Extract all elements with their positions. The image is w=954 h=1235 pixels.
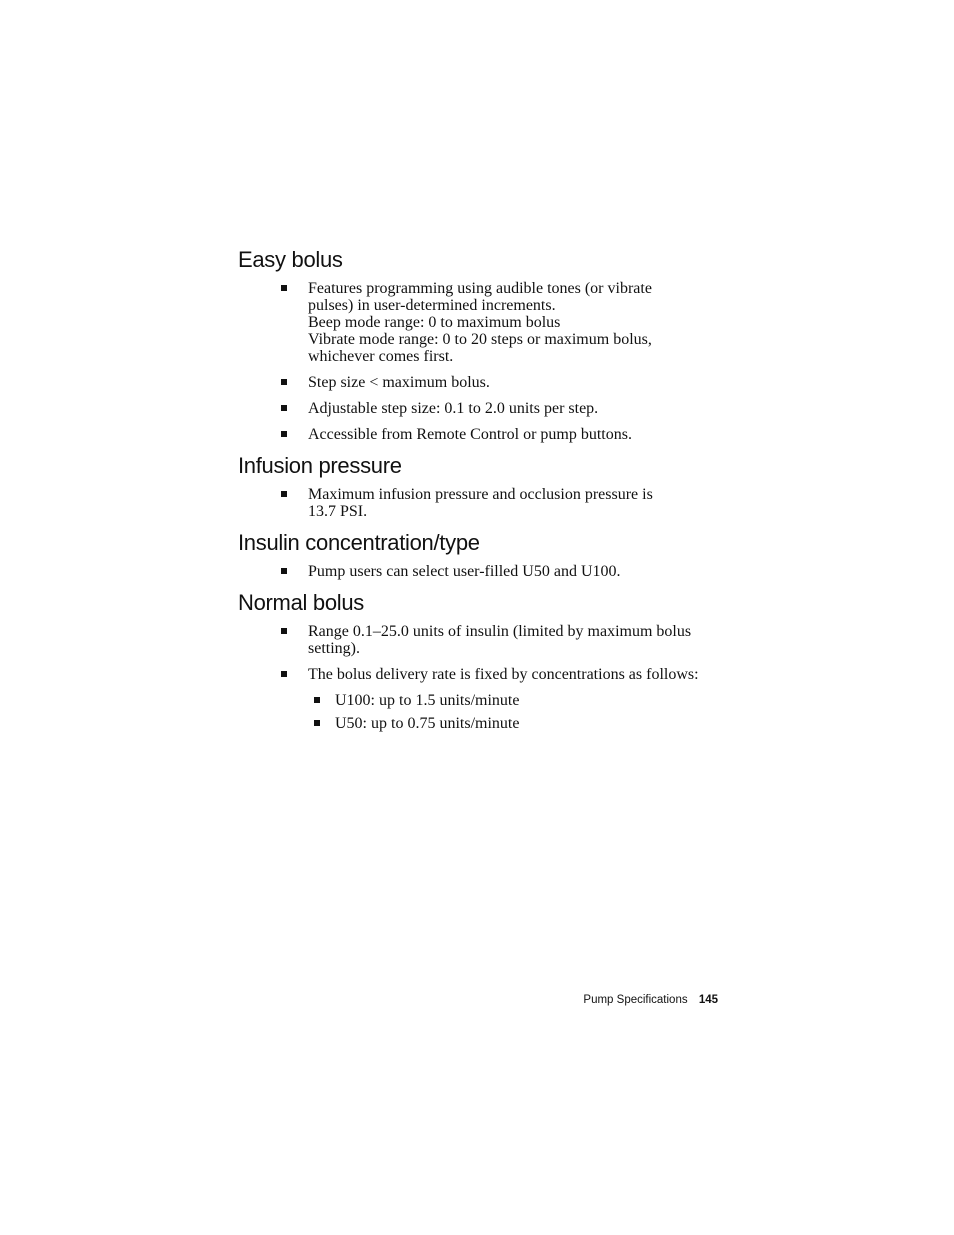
item-text: Maximum infusion pressure and occlusion pressure is	[308, 486, 653, 503]
item-text: The bolus delivery rate is fixed by concentrations as follows:	[308, 666, 699, 683]
page-number: 145	[698, 994, 718, 1006]
item-text: 13.7 PSI.	[308, 503, 368, 520]
section-normal-bolus	[238, 589, 738, 732]
bullet-list	[238, 563, 738, 580]
list-item	[238, 486, 738, 520]
square-bullet-icon	[281, 491, 287, 497]
section-heading: Insulin concentration/type	[238, 530, 480, 555]
square-bullet-icon	[281, 431, 287, 437]
bullet-list	[238, 486, 738, 520]
sub-list-item	[238, 692, 738, 709]
page-content	[238, 246, 738, 741]
item-text: Range 0.1–25.0 units of insulin (limited by maximum bolus	[308, 623, 692, 640]
square-bullet-icon	[281, 628, 287, 634]
page-footer	[583, 994, 718, 1006]
item-text: Vibrate mode range: 0 to 20 steps or maximum bolus,	[308, 331, 652, 348]
item-text: setting).	[308, 640, 360, 657]
sub-list-item	[238, 715, 738, 732]
square-bullet-icon	[314, 720, 320, 726]
bullet-list	[238, 280, 738, 443]
square-bullet-icon	[281, 285, 287, 291]
list-item	[238, 426, 738, 443]
sub-item-text: U100: up to 1.5 units/minute	[335, 692, 520, 709]
item-text: Pump users can select user-filled U50 and U100.	[308, 563, 621, 580]
item-text: Features programming using audible tones (or vibrate	[308, 280, 652, 297]
list-item	[238, 400, 738, 417]
section-heading: Infusion pressure	[238, 453, 402, 478]
item-text: Accessible from Remote Control or pump buttons.	[308, 426, 632, 443]
item-text: whichever comes first.	[308, 348, 454, 365]
sub-bullet-list	[238, 692, 738, 732]
list-item	[238, 374, 738, 391]
square-bullet-icon	[281, 671, 287, 677]
list-item	[238, 563, 738, 580]
list-item	[238, 666, 738, 732]
section-easy-bolus	[238, 246, 738, 443]
item-text: Adjustable step size: 0.1 to 2.0 units per step.	[308, 400, 599, 417]
square-bullet-icon	[281, 405, 287, 411]
item-text: Step size < maximum bolus.	[308, 374, 490, 391]
sub-item-text: U50: up to 0.75 units/minute	[335, 715, 520, 732]
footer-chapter-title: Pump Specifications	[583, 994, 688, 1006]
list-item	[238, 623, 738, 657]
square-bullet-icon	[281, 379, 287, 385]
section-insulin-concentration	[238, 529, 738, 580]
list-item	[238, 280, 738, 365]
section-heading: Easy bolus	[238, 247, 343, 272]
section-infusion-pressure	[238, 452, 738, 520]
section-heading: Normal bolus	[238, 590, 365, 615]
square-bullet-icon	[281, 568, 287, 574]
square-bullet-icon	[314, 697, 320, 703]
item-text: Beep mode range: 0 to maximum bolus	[308, 314, 561, 331]
item-text: pulses) in user-determined increments.	[308, 297, 556, 314]
bullet-list	[238, 623, 738, 732]
